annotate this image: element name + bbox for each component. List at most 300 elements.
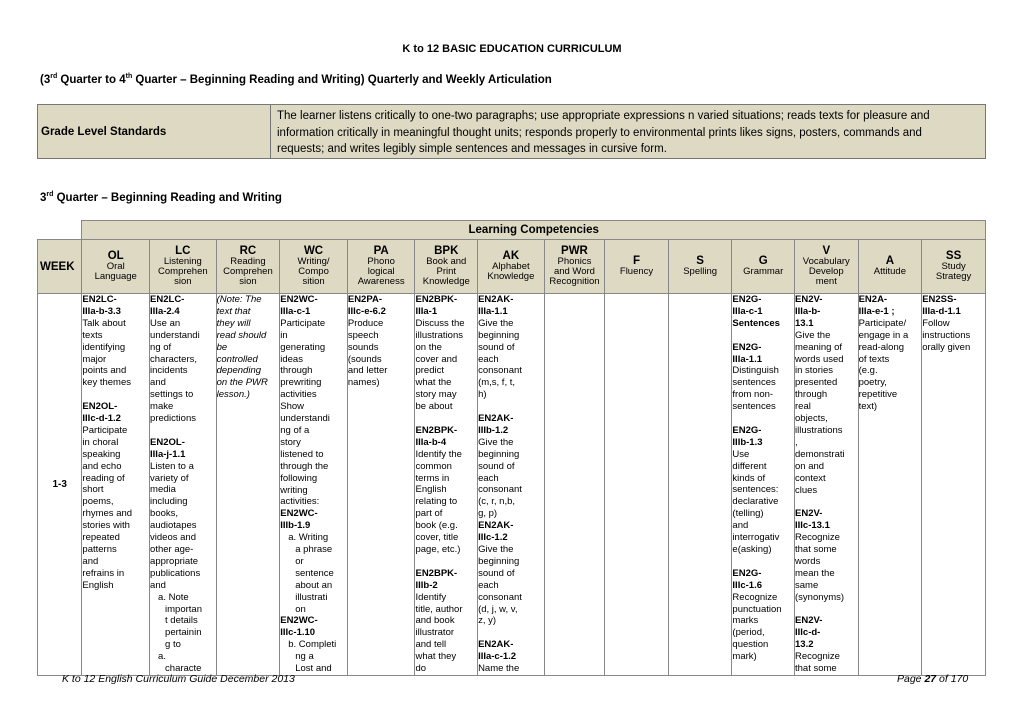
cell-line [150, 425, 216, 437]
cell-line: Distinguish [732, 365, 779, 377]
cell-line: Show [280, 401, 304, 413]
column-header-ss [922, 240, 986, 294]
column-header-ak [478, 240, 545, 294]
cell-line: Use an [150, 317, 181, 329]
cell-v [795, 294, 859, 676]
cell-line: EN2BPK- [415, 294, 458, 305]
column-name: Study [941, 261, 966, 272]
cell-line: Give the [478, 317, 514, 329]
cell-line: pertainin [165, 627, 202, 639]
cell-a [858, 294, 922, 676]
cell-line: repetitive [858, 389, 898, 401]
cell-rc [216, 294, 280, 676]
cell-line: what the [415, 377, 452, 389]
cell-line: illustrations [415, 329, 464, 341]
cell-line: book (e.g. [415, 520, 458, 532]
cell-line: major [82, 353, 107, 365]
cell-line: English [415, 484, 447, 496]
column-code: AK [502, 250, 520, 262]
cell-line: terms in [415, 472, 450, 484]
cell-ol [82, 294, 150, 676]
cell-line: points and [82, 365, 127, 377]
cell-line: consonant [478, 365, 522, 377]
standards-line: requests; and writes legibly simple sentences and messages in cursive form. [277, 143, 667, 155]
column-name: Language [94, 271, 137, 282]
cell-line: EN2G- [732, 294, 762, 305]
column-name: Develop [808, 266, 844, 277]
cell-line: predictions [150, 413, 196, 425]
cell-line: and [732, 520, 749, 532]
column-header-ol [82, 240, 150, 294]
column-name: Awareness [357, 276, 405, 287]
cell-line: Participate [280, 317, 326, 329]
cell-line: different [732, 460, 767, 472]
cell-line [732, 330, 794, 342]
cell-line: EN2LC- [82, 294, 117, 305]
cell-line: and tell [415, 639, 447, 651]
cell-line: or [295, 555, 304, 567]
cell-line: EN2AK- [478, 520, 514, 532]
cell-line: a phrase [295, 544, 333, 556]
cell-line [478, 627, 544, 639]
cell-line: be [216, 341, 228, 353]
cell-line: (e.g. [858, 365, 878, 377]
week-cell: 1-3 [38, 294, 82, 676]
cell-line: story [280, 436, 301, 448]
cell-line: question [732, 639, 769, 651]
cell-line: Identify the [415, 448, 462, 460]
cell-line: of texts [858, 353, 890, 365]
cell-line: Give the [478, 544, 514, 556]
document-subtitle: (3rd Quarter to 4th Quarter – Beginning Reading and Writing) Quarterly and Weekly Articulation [40, 73, 552, 86]
cell-line: IIIa-c-1.2 [478, 651, 517, 663]
cell-line: EN2PA- [347, 294, 382, 305]
cell-line: EN2G- [732, 567, 762, 579]
cell-line: (d, j, w, v, [478, 603, 518, 615]
cell-line [795, 604, 858, 616]
cell-line: (sounds [347, 353, 382, 365]
cell-line: interrogativ [732, 532, 780, 544]
cell-line: sentences [732, 377, 776, 389]
cell-f [605, 294, 669, 676]
cell-line: English [82, 579, 114, 591]
cell-line: other age- [150, 544, 194, 556]
cell-line: EN2AK- [478, 639, 514, 651]
column-code: RC [239, 245, 257, 257]
column-name: Knowledge [422, 276, 470, 287]
cell-ss [922, 294, 986, 676]
cell-line: kinds of [732, 472, 766, 484]
standards-line: information critically in meaningful thought units; responds properly to environmental prints likes signs, posters, commands and [277, 126, 922, 139]
cell-line: understandi [150, 329, 200, 341]
cell-line: listened to [280, 448, 324, 460]
column-name: Phono [367, 256, 395, 267]
cell-line: on the [415, 341, 442, 353]
cell-line: each [478, 472, 499, 484]
cell-line: EN2SS- [922, 294, 957, 305]
cell-line: they will [216, 317, 251, 329]
column-name: Recognition [549, 276, 600, 287]
cell-line: depending [216, 365, 262, 377]
cell-line: sounds [347, 341, 379, 353]
cell-line: speaking [82, 448, 121, 460]
cell-line: repeated [82, 532, 120, 544]
cell-line: EN2BPK- [415, 567, 458, 579]
cell-line: understandi [280, 413, 330, 425]
cell-line: g, p) [478, 508, 498, 520]
cell-line: (m,s, f, t, [478, 377, 516, 389]
cell-line: cover, title [415, 532, 459, 544]
cell-line: writing [280, 484, 308, 496]
cell-line: and book [415, 615, 455, 627]
cell-line: clues [795, 484, 818, 496]
cell-line: story may [415, 389, 457, 401]
cell-line: including [150, 496, 188, 508]
cell-line: EN2G- [732, 341, 762, 353]
column-name: Phonics [557, 256, 592, 267]
column-name: Strategy [935, 271, 972, 282]
cell-line: key themes [82, 377, 131, 389]
cell-line: e(asking) [732, 544, 772, 555]
column-header-wc [280, 240, 348, 294]
cell-line: Produce [347, 317, 384, 329]
cell-line: activities [280, 389, 317, 401]
cell-line: Talk about [82, 317, 126, 329]
document-title: K to 12 BASIC EDUCATION CURRICULUM [402, 43, 622, 55]
cell-line: importan [165, 603, 202, 615]
cell-line: Participate/ [858, 317, 907, 329]
cell-line: Lost and [295, 663, 332, 675]
column-name: sion [239, 276, 257, 287]
column-code: PWR [561, 245, 588, 257]
column-header-pwr [544, 240, 605, 294]
cell-line: names) [347, 377, 380, 389]
cell-line: EN2WC- [280, 294, 318, 305]
column-name: Knowledge [487, 271, 535, 282]
cell-line: variety of [150, 472, 189, 484]
cell-line: what they [415, 651, 457, 663]
cell-line: poetry, [858, 377, 887, 389]
cell-line: Use [732, 448, 750, 460]
cell-line: and letter [347, 365, 388, 377]
standards-line: The learner listens critically to one-two paragraphs; use appropriate expressions n varied situations; reads texts for pleasure and [277, 110, 930, 122]
cell-line [795, 496, 858, 508]
column-code: SS [945, 250, 962, 262]
cell-line: beginning [478, 329, 520, 341]
cell-ak [478, 294, 545, 676]
cell-line: Recognize [732, 591, 778, 603]
column-name: ment [815, 276, 837, 287]
cell-line: a. Note [158, 591, 189, 603]
column-header-rc [216, 240, 280, 294]
competencies-table [37, 220, 986, 676]
cell-line: illustrator [415, 627, 455, 639]
cell-line [82, 389, 149, 401]
column-header-v [795, 240, 859, 294]
cell-line: IIIb-1.2 [478, 424, 509, 436]
cell-line: controlled [216, 353, 258, 365]
cell-line: EN2OL- [82, 401, 118, 413]
cell-bpk [415, 294, 478, 676]
cell-line: IIIc-1.6 [732, 579, 762, 591]
cell-line: and echo [82, 460, 122, 472]
footer-guide-title: K to 12 English Curriculum Guide December 2013 [62, 673, 295, 685]
cell-line: declarative [732, 496, 779, 508]
cell-line: and [150, 579, 166, 591]
cell-line: consonant [478, 484, 522, 496]
cell-line: short [82, 484, 104, 496]
cell-line: 13.1 [795, 317, 814, 329]
cell-line [732, 556, 794, 568]
column-name: Attitude [873, 266, 906, 277]
cell-line: IIIa-e-1 ; [858, 305, 895, 317]
column-name: Alphabet [492, 261, 530, 272]
cell-line: ng of a [280, 424, 310, 436]
cell-line: prewriting [280, 377, 322, 389]
cell-line: be about [415, 401, 453, 413]
week-header: WEEK [38, 240, 82, 294]
cell-line: real [795, 401, 811, 413]
cell-line: same [795, 579, 819, 591]
cell-line [732, 413, 794, 425]
cell-line: Participate [82, 424, 128, 436]
cell-line: that some [795, 663, 837, 675]
cell-line: engage in a [858, 329, 909, 341]
column-name: Comprehen [158, 266, 208, 277]
cell-line: through the [280, 460, 329, 472]
cell-line: EN2WC- [280, 508, 318, 520]
cell-line: b. Completi [288, 639, 337, 651]
column-code: S [696, 255, 704, 267]
cell-line: sentence [295, 567, 334, 579]
cell-line: consonant [478, 591, 522, 603]
cell-line: IIIc-1.10 [280, 627, 316, 639]
cell-line: cover and [415, 353, 458, 365]
cell-line: settings to [150, 389, 194, 401]
column-name: sion [174, 276, 192, 287]
cell-line: sound of [478, 567, 515, 579]
cell-s [668, 294, 732, 676]
cell-line: following [280, 472, 318, 484]
cell-line: EN2AK- [478, 294, 514, 305]
cell-line: and [82, 555, 99, 567]
cell-line: orally given [922, 341, 971, 353]
cell-line: words [795, 555, 821, 567]
cell-line [478, 401, 544, 413]
cell-line: IIIb-1.9 [280, 520, 311, 532]
cell-line: presented [795, 377, 838, 389]
cell-line: from non- [732, 389, 774, 401]
column-name: Comprehen [223, 266, 273, 277]
cell-line: IIIa-1 [415, 305, 438, 317]
cell-line: text that [216, 305, 251, 317]
week-row [38, 294, 986, 676]
cell-line: read-along [858, 341, 905, 353]
cell-line: IIIa-1.1 [478, 305, 508, 317]
column-code: WC [303, 245, 324, 257]
cell-line: EN2BPK- [415, 424, 458, 436]
cell-line: EN2LC- [150, 294, 185, 305]
column-code: V [822, 245, 831, 257]
cell-line: and [150, 377, 166, 389]
cell-line: IIIa-1.1 [732, 353, 762, 365]
cell-line: Identify [415, 591, 447, 603]
cell-line: read should [216, 329, 267, 341]
cell-line: IIIc-d- [795, 627, 821, 639]
column-header-row [38, 240, 986, 294]
cell-line: common [415, 460, 452, 472]
cell-line: meaning of [795, 341, 843, 353]
cell-line: g to [165, 639, 181, 651]
column-name: Book and [426, 256, 467, 267]
column-name: Oral [106, 261, 125, 272]
cell-line: part of [415, 508, 443, 520]
cell-line: a. [158, 651, 166, 663]
cell-line: incidents [150, 365, 188, 377]
column-code: OL [107, 250, 124, 262]
cell-line: on [295, 603, 306, 615]
footer-page-number: Page 27 of 170 [897, 673, 969, 685]
column-header-g [732, 240, 795, 294]
cell-line: 13.2 [795, 639, 814, 651]
learning-competencies-header: Learning Competencies [82, 221, 986, 240]
cell-line: sound of [478, 460, 515, 472]
cell-line: EN2AK- [478, 413, 514, 425]
cell-line: a. Writing [288, 532, 329, 544]
cell-line: IIIa-b-4 [415, 436, 447, 448]
cell-line: IIIa-b-3.3 [82, 305, 121, 317]
cell-line: sentences [732, 401, 776, 413]
cell-line: IIIc-d-1.2 [82, 413, 121, 425]
cell-line: Recognize [795, 651, 840, 663]
cell-line: audiotapes [150, 520, 197, 532]
cell-line: IIIa-b- [795, 305, 821, 317]
cell-line: do [415, 663, 427, 675]
cell-line: EN2V- [795, 294, 823, 305]
cell-line: EN2G- [732, 424, 762, 436]
grade-level-standards-box [37, 104, 986, 159]
cell-line: z, y) [478, 615, 497, 627]
cell-line: reading of [82, 472, 125, 484]
cell-line: IIIc-1.2 [478, 532, 508, 544]
column-name: Grammar [743, 266, 784, 277]
cell-line: rhymes and [82, 508, 133, 520]
cell-line: make [150, 401, 174, 413]
cell-line: stories with [82, 520, 130, 532]
column-header-lc [150, 240, 217, 294]
cell-line: (Note: The [216, 294, 262, 305]
cell-line: through [795, 389, 828, 401]
cell-line: Name the [478, 663, 520, 675]
cell-line: identifying [82, 341, 126, 353]
cell-line: punctuation [732, 603, 782, 615]
cell-line: h) [478, 389, 487, 401]
cell-line: words used [795, 353, 844, 365]
cell-line: refrains in [82, 567, 125, 579]
cell-line: objects, [795, 413, 828, 425]
cell-lc [150, 294, 217, 676]
cell-line: IIIa-c-1 [732, 305, 763, 317]
cell-line: IIIa-d-1.1 [922, 305, 961, 317]
cell-line [415, 556, 477, 568]
cell-line: instructions [922, 329, 971, 341]
cell-line: IIIb-1.3 [732, 436, 763, 448]
column-header-a [858, 240, 922, 294]
cell-line: Recognize [795, 532, 840, 544]
cell-line: activities: [280, 496, 320, 508]
cell-line: beginning [478, 555, 520, 567]
cell-line: each [478, 579, 499, 591]
cell-line: in [280, 329, 288, 341]
column-name: Compo [298, 266, 329, 277]
cell-line: Give the [478, 436, 514, 448]
cell-line: (c, r, n,b, [478, 496, 516, 508]
cell-line: through [280, 365, 313, 377]
cell-line: lesson.) [216, 389, 250, 401]
cell-line: EN2A- [858, 294, 888, 305]
cell-g [732, 294, 795, 676]
cell-line: poems, [82, 496, 114, 508]
column-header-bpk [415, 240, 478, 294]
column-name: Print [436, 266, 457, 277]
column-header-f [605, 240, 669, 294]
column-name: logical [367, 266, 395, 277]
cell-line: that some [795, 544, 837, 556]
cell-line: IIIc-13.1 [795, 520, 830, 532]
column-name: Reading [230, 256, 266, 267]
cell-line: (telling) [732, 508, 764, 520]
cell-line: illustrations [795, 424, 843, 436]
cell-line: page, etc.) [415, 544, 461, 556]
cell-line: ng of [150, 341, 172, 353]
cell-line: IIIa-j-1.1 [150, 448, 186, 460]
column-header-s [668, 240, 732, 294]
cell-line: about an [295, 579, 333, 591]
cell-line: characters, [150, 353, 198, 365]
cell-line: generating [280, 341, 326, 353]
cell-line: videos and [150, 532, 196, 544]
column-header-pa [347, 240, 415, 294]
column-code: G [758, 255, 768, 267]
cell-line: IIIa-c-1 [280, 305, 311, 317]
cell-pa [347, 294, 415, 676]
cell-line: Sentences [732, 317, 780, 329]
cell-line: ng a [295, 651, 314, 663]
cell-line [415, 413, 477, 425]
cell-line: context [795, 472, 826, 484]
cell-line: each [478, 353, 499, 365]
cell-line: on the PWR [216, 377, 268, 389]
cell-line: (synonyms) [795, 591, 845, 603]
cell-line: mean the [795, 567, 835, 579]
column-name: Listening [163, 256, 202, 267]
cell-line: speech [347, 329, 379, 341]
cell-line: in stories [795, 365, 834, 377]
column-name: Fluency [619, 266, 654, 277]
cell-line: EN2OL- [150, 436, 185, 448]
column-code: F [633, 255, 641, 267]
cell-line: predict [415, 365, 444, 377]
cell-line: illustrati [295, 591, 328, 603]
cell-line: text) [858, 401, 878, 413]
cell-line: sentences: [732, 484, 779, 496]
cell-line: media [150, 484, 176, 496]
cell-line: IIIa-2.4 [150, 305, 180, 317]
column-code: A [885, 255, 895, 267]
cell-line: Discuss the [415, 317, 465, 329]
cell-line: EN2WC- [280, 615, 318, 627]
column-code: PA [373, 245, 389, 257]
